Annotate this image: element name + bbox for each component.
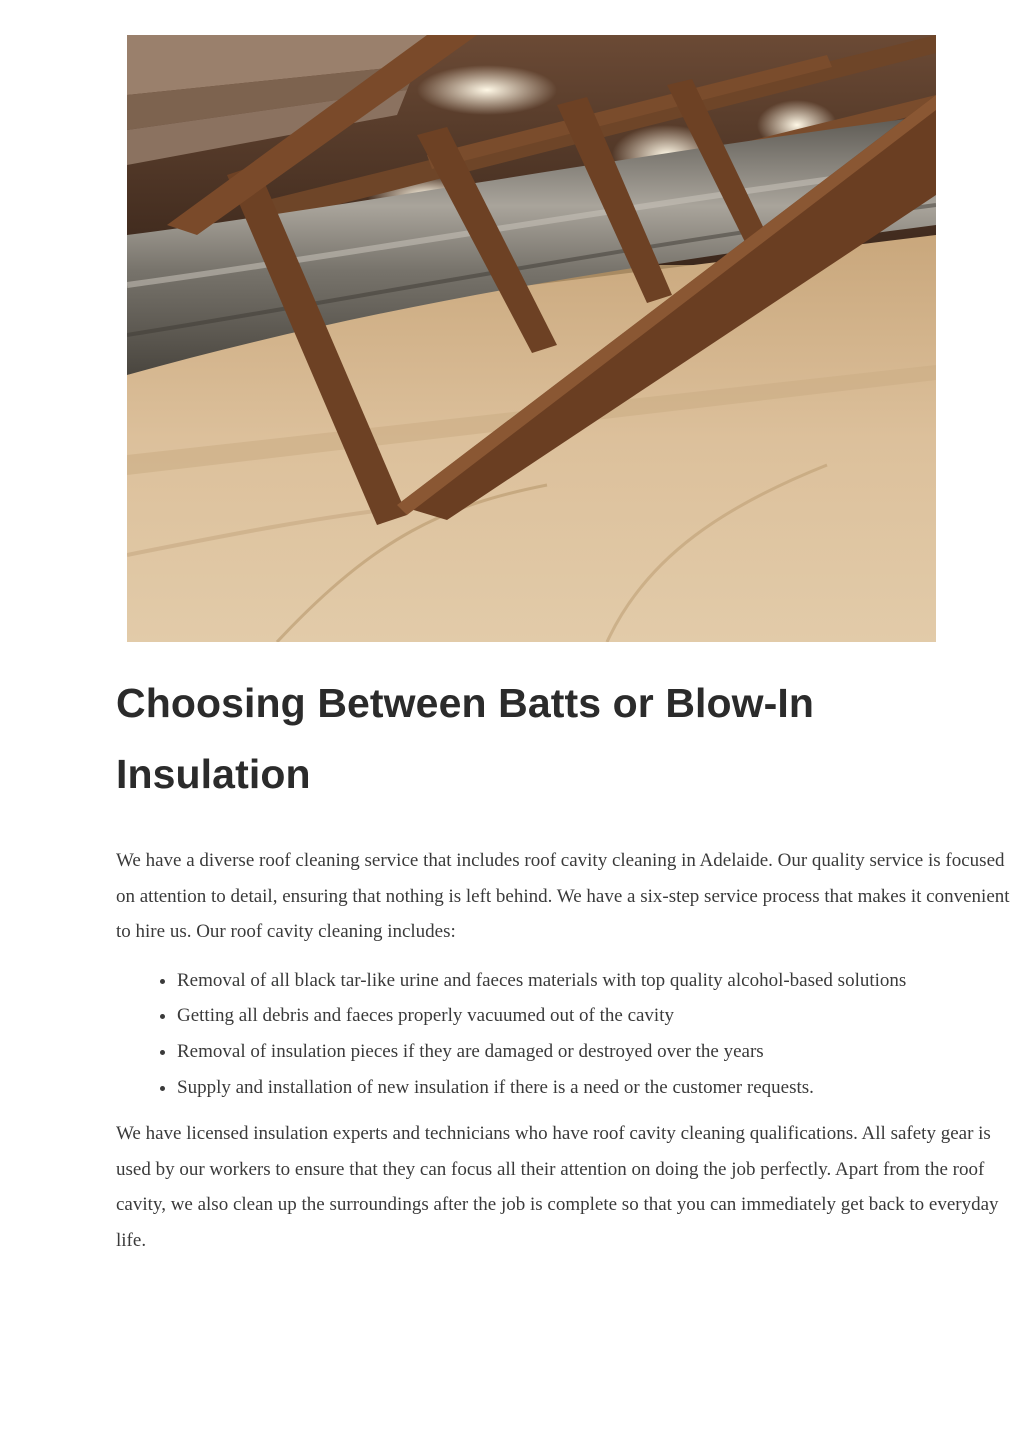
list-item: • Supply and installation of new insulation if there is a need or the customer requests. — [177, 1070, 1016, 1106]
intro-paragraph: We have a diverse roof cleaning service that includes roof cavity cleaning in Adelaide. Our quality service is focused on attention to detail, ensuring that nothing is left behind. We have a six-step service process that makes it convenient to hire us. Our roof cavity cleaning includes: — [116, 850, 1010, 942]
service-list — [116, 963, 1016, 1106]
hero-image — [127, 35, 936, 642]
list-item: • Removal of all black tar-like urine and faeces materials with top quality alcohol-based solutions — [177, 963, 1016, 999]
article — [116, 668, 1016, 1258]
list-item: • Getting all debris and faeces properly vacuumed out of the cavity — [177, 998, 1016, 1034]
closing-paragraph: We have licensed insulation experts and technicians who have roof cavity cleaning qualifications. All safety gear is used by our workers to ensure that they can focus all their attention on doing the job perfectly. Apart from the roof cavity, we also clean up the surroundings after the job is complete so that you can immediately get back to everyday life. — [116, 1123, 999, 1251]
list-item: • Removal of insulation pieces if they are damaged or destroyed over the years — [177, 1034, 1016, 1070]
attic-insulation-photo — [127, 35, 936, 642]
article-title: Choosing Between Batts or Blow-In Insulation — [116, 680, 815, 797]
